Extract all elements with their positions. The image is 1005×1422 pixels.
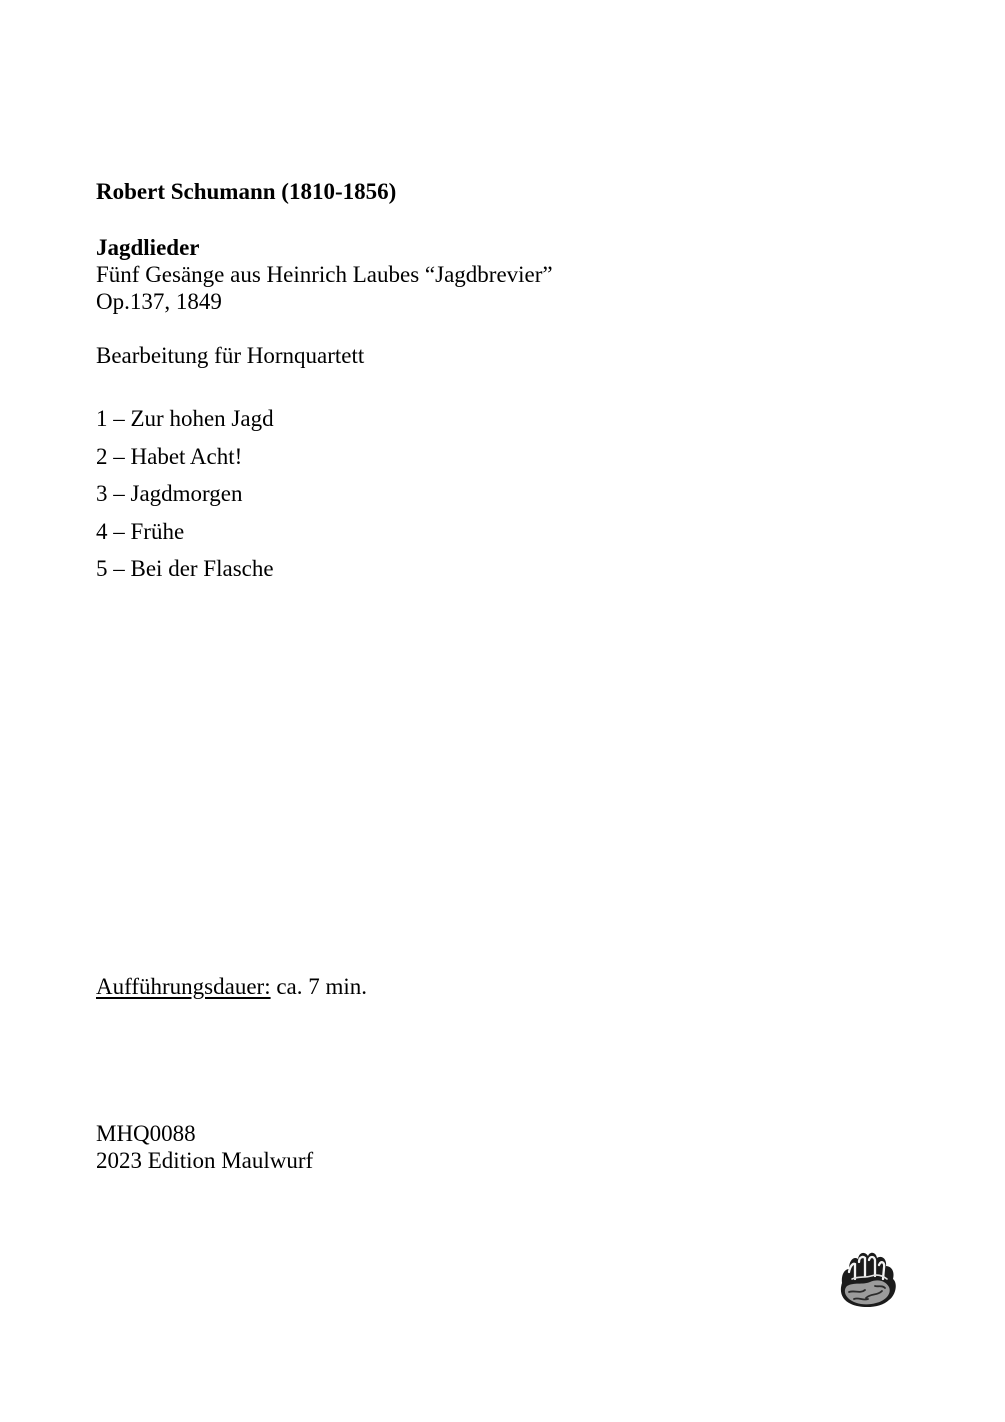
movement-item: 4 – Frühe [96,518,185,544]
arrangement-note: Bearbeitung für Hornquartett [96,343,365,368]
movement-item: 3 – Jagdmorgen [96,481,243,506]
edition-line: 2023 Edition Maulwurf [96,1148,314,1173]
duration-value: ca. 7 min. [276,974,368,999]
movement-list [96,405,274,593]
movement-item: 1 – Zur hohen Jagd [96,406,274,431]
opus-number: Op.137, 1849 [96,289,222,314]
mole-paw-icon [834,1248,898,1310]
movement-item: 2 – Habet Acht! [96,443,243,469]
movement-item: 5 – Bei der Flasche [96,556,274,581]
performance-duration [96,973,367,1001]
work-subtitle: Fünf Gesänge aus Heinrich Laubes “Jagdbrevier” [96,262,553,287]
work-title: Jagdlieder [96,235,200,260]
duration-label: Aufführungsdauer: [96,974,271,999]
composer-name: Robert Schumann (1810-1856) [96,179,397,204]
catalog-number: MHQ0088 [96,1121,196,1146]
